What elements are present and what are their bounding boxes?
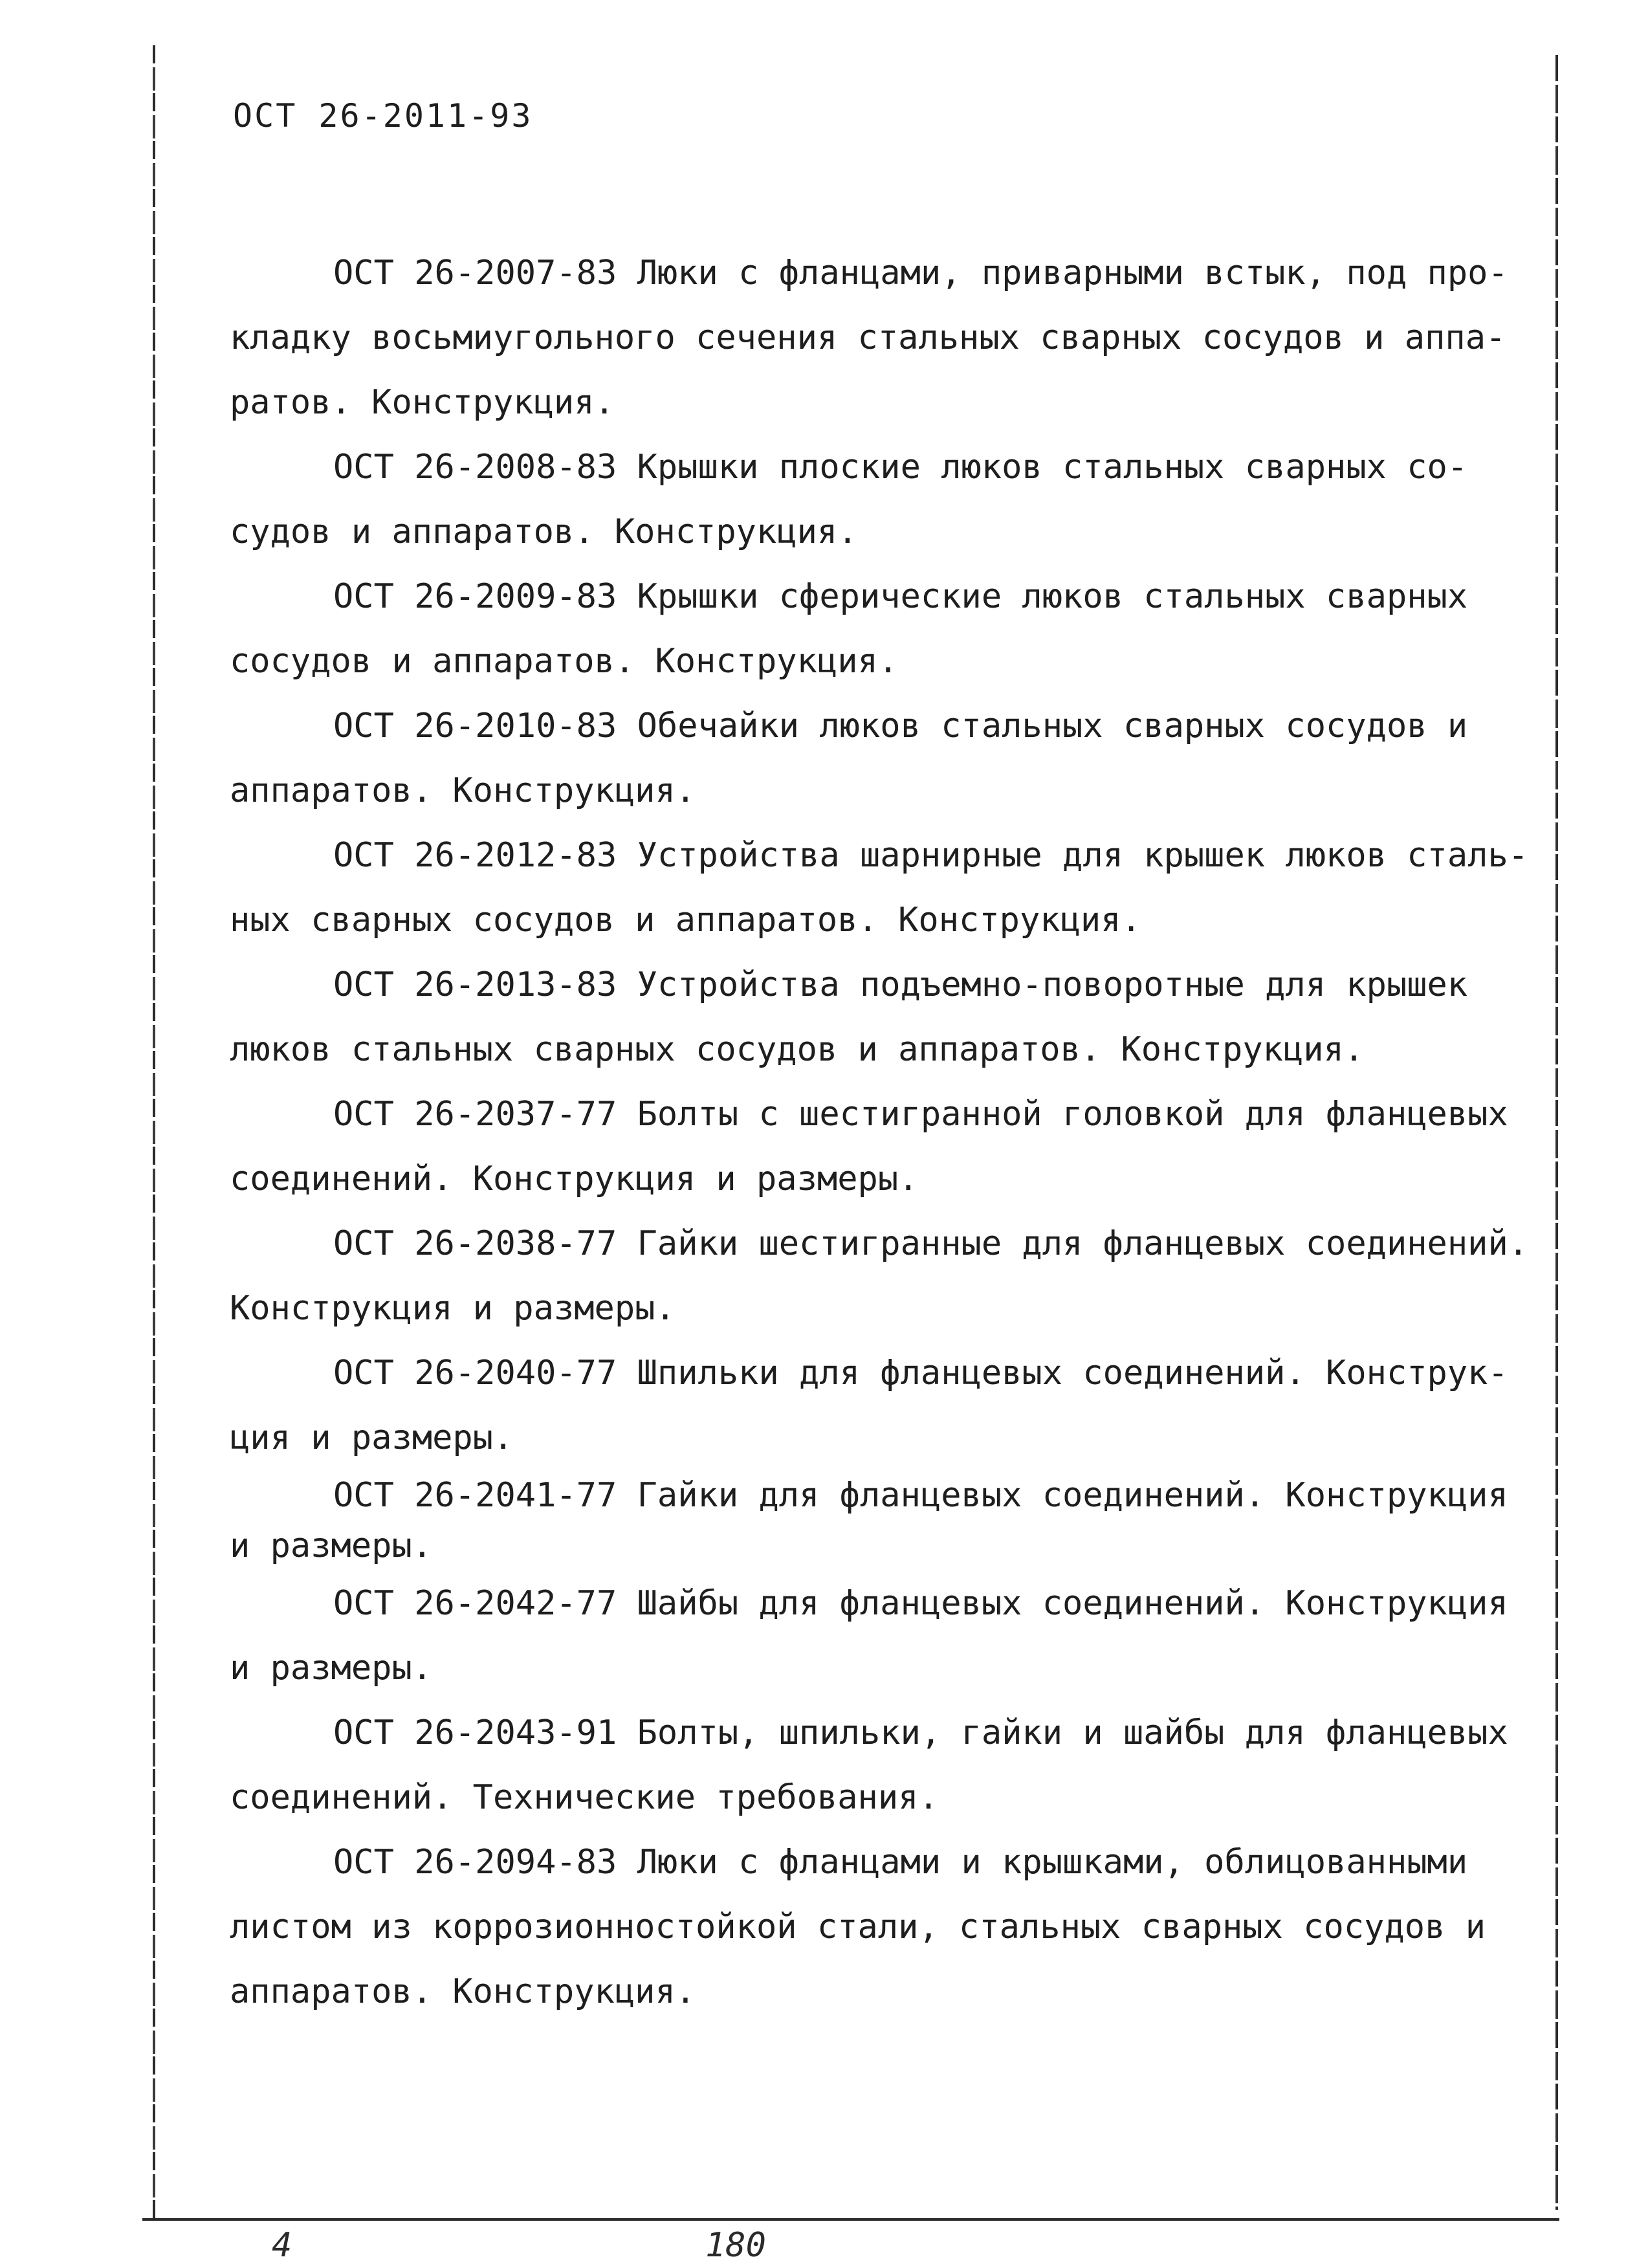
standard-entry-first-line: ОСТ 26-2010-83 Обечайки люков стальных сварных сосудов и	[333, 707, 1468, 745]
standard-entry	[230, 694, 1511, 823]
standard-entry	[230, 823, 1529, 952]
standard-entry	[230, 1571, 1511, 1701]
standard-entry-continuation-line: соединений. Технические требования.	[230, 1778, 939, 1817]
standard-entry-first-line: ОСТ 26-2013-83 Устройства подъемно-поворотные для крышек	[333, 965, 1468, 1004]
standard-entry-continuation-line: сосудов и аппаратов. Конструкция.	[230, 642, 899, 681]
standard-entry-first-line: ОСТ 26-2041-77 Гайки для фланцевых соединений. Конструкция	[333, 1476, 1508, 1515]
standard-entry-continuation-line: судов и аппаратов. Конструкция.	[230, 512, 858, 551]
standard-entry-first-line: ОСТ 26-2007-83 Люки с фланцами, приварными встык, под про-	[333, 254, 1508, 292]
page-number: 180	[705, 2226, 766, 2265]
standard-entry	[230, 952, 1511, 1082]
standard-entry	[230, 1830, 1511, 2024]
standard-entry-first-line: ОСТ 26-2042-77 Шайбы для фланцевых соединений. Конструкция	[333, 1584, 1508, 1623]
standard-entry-continuation-line: и размеры.	[230, 1526, 433, 1565]
standard-entry-first-line: ОСТ 26-2043-91 Болты, шпильки, гайки и шайбы для фланцевых	[333, 1713, 1508, 1752]
standard-entry	[230, 1470, 1511, 1571]
standard-entry	[230, 435, 1511, 564]
standard-entry	[230, 1082, 1511, 1211]
standard-entry-continuation-line: ных сварных сосудов и аппаратов. Конструкция.	[230, 901, 1141, 940]
standard-entry	[230, 1341, 1511, 1470]
standard-entry-continuation-line: аппаратов. Конструкция.	[230, 771, 696, 810]
standard-entry-continuation-line: соединений. Конструкция и размеры.	[230, 1160, 919, 1198]
standard-entry-continuation-line: аппаратов. Конструкция.	[230, 1972, 696, 2011]
standard-entry-continuation-line: Конструкция и размеры.	[230, 1289, 676, 1328]
standard-entry-continuation-line: ратов. Конструкция.	[230, 383, 615, 422]
standard-entry	[230, 1211, 1529, 1341]
standard-entry-continuation-line: ция и размеры.	[230, 1418, 514, 1457]
standard-entry-first-line: ОСТ 26-2040-77 Шпильки для фланцевых соединений. Конструк-	[333, 1354, 1508, 1393]
standard-entry-first-line: ОСТ 26-2038-77 Гайки шестигранные для фланцевых соединений.	[333, 1224, 1529, 1263]
standard-entry-continuation-line: кладку восьмиугольного сечения стальных сварных сосудов и аппа-	[230, 318, 1506, 357]
frame-right-border	[1555, 55, 1558, 2210]
standard-entry	[230, 1701, 1511, 1830]
footer-mark: 4	[272, 2226, 292, 2265]
standard-entry-first-line: ОСТ 26-2008-83 Крышки плоские люков стальных сварных со-	[333, 448, 1468, 487]
standard-entry-first-line: ОСТ 26-2012-83 Устройства шарнирные для крышек люков сталь-	[333, 836, 1529, 875]
document-header: ОСТ 26-2011-93	[233, 97, 533, 135]
standard-entry	[230, 241, 1511, 435]
standards-list	[230, 241, 1529, 2024]
standard-entry-first-line: ОСТ 26-2037-77 Болты с шестигранной головкой для фланцевых	[333, 1095, 1508, 1134]
standard-entry-continuation-line: листом из коррозионностойкой стали, стальных сварных сосудов и	[230, 1908, 1486, 1946]
standard-entry-first-line: ОСТ 26-2009-83 Крышки сферические люков стальных сварных	[333, 577, 1468, 616]
standard-entry-continuation-line: люков стальных сварных сосудов и аппаратов. Конструкция.	[230, 1030, 1365, 1069]
standard-entry-first-line: ОСТ 26-2094-83 Люки с фланцами и крышками, облицованными	[333, 1843, 1468, 1882]
standard-entry-continuation-line: и размеры.	[230, 1649, 433, 1688]
frame-bottom-border	[142, 2218, 1559, 2221]
standard-entry	[230, 564, 1511, 694]
frame-left-border	[153, 45, 155, 2219]
